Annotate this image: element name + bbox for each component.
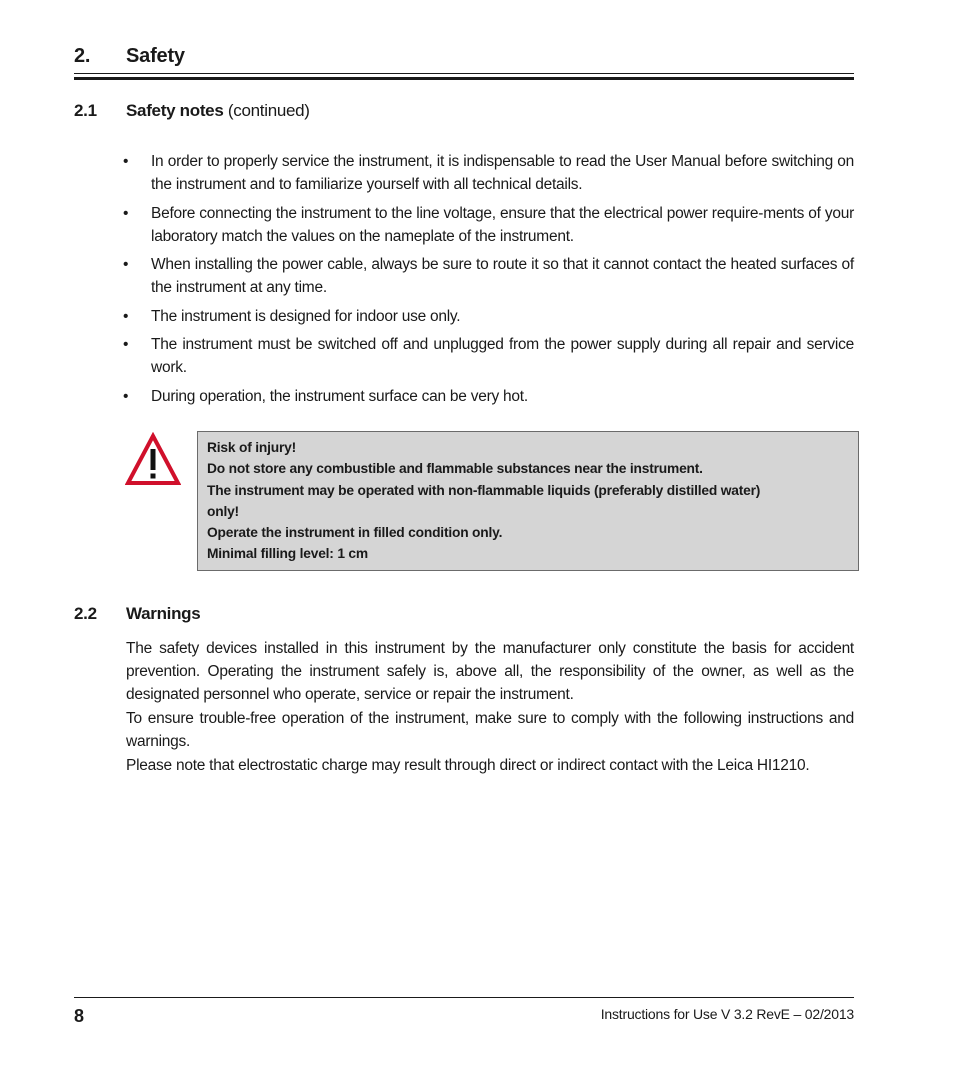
bullet-icon: • bbox=[123, 307, 129, 325]
section-2-1-suffix: (continued) bbox=[223, 101, 310, 120]
list-item bbox=[120, 305, 854, 328]
section-2-2-title: Warnings bbox=[126, 604, 201, 623]
warning-line: The instrument may be operated with non-flammable liquids (preferably distilled water) bbox=[207, 482, 761, 498]
bullet-icon: • bbox=[123, 387, 129, 405]
list-item bbox=[120, 150, 854, 196]
bullet-icon: • bbox=[123, 256, 129, 273]
warning-line: only! bbox=[207, 503, 239, 519]
header-rule-thick bbox=[74, 77, 854, 80]
warnings-paragraph: The safety devices installed in this instrument by the manufacturer only constitute the basis for accident prevention. Operating the instrument safely is, above all, the responsibility of the owner, as well as the designated personnel who operate, service or repair the instrument. bbox=[126, 640, 854, 703]
section-2-1-number: 2.1 bbox=[74, 101, 97, 120]
bullet-icon: • bbox=[123, 204, 129, 222]
bullet-icon: • bbox=[123, 153, 129, 170]
bullet-icon: • bbox=[123, 336, 129, 353]
warnings-paragraph: Please note that electrostatic charge may result through direct or indirect contact with the Leica HI1210. bbox=[126, 757, 810, 774]
list-item bbox=[120, 202, 854, 248]
warning-line: Minimal filling level: 1 cm bbox=[207, 546, 368, 562]
header-rule-thin bbox=[74, 73, 854, 74]
section-2-1-title: Safety notes bbox=[126, 101, 224, 120]
list-item bbox=[120, 385, 854, 408]
footer-rule bbox=[74, 997, 854, 998]
list-item-text: The instrument is designed for indoor use only. bbox=[151, 307, 461, 325]
list-item bbox=[120, 333, 854, 379]
warning-line: Operate the instrument in filled condition only. bbox=[207, 525, 503, 541]
list-item-text: When installing the power cable, always be sure to route it so that it cannot contact the heated surfaces of the instrument at any time. bbox=[151, 256, 854, 296]
list-item-text: In order to properly service the instrument, it is indispensable to read the User Manual before switching on the instrument and to familiarize yourself with all technical details. bbox=[151, 153, 854, 193]
list-item-text: During operation, the instrument surface can be very hot. bbox=[151, 387, 528, 405]
chapter-title: Safety bbox=[126, 45, 185, 67]
list-item-text: Before connecting the instrument to the line voltage, ensure that the electrical power require-ments of your laboratory match the values on the nameplate of the instrument. bbox=[151, 204, 854, 245]
section-2-1-heading bbox=[126, 101, 310, 121]
warning-line: Risk of injury! bbox=[207, 440, 296, 455]
chapter-number: 2. bbox=[74, 45, 91, 67]
page-number: 8 bbox=[74, 1006, 85, 1026]
warning-triangle-icon bbox=[125, 432, 181, 486]
list-item bbox=[120, 253, 854, 299]
section-2-2-heading bbox=[126, 604, 200, 624]
list-item-text: The instrument must be switched off and unplugged from the power supply during all repair and service work. bbox=[151, 336, 854, 376]
warning-line: Do not store any combustible and flammable substances near the instrument. bbox=[207, 461, 703, 477]
warning-box bbox=[197, 431, 859, 571]
warnings-paragraph: To ensure trouble-free operation of the instrument, make sure to comply with the following instructions and warnings. bbox=[126, 710, 854, 750]
section-2-2-number: 2.2 bbox=[74, 604, 97, 623]
document-reference: Instructions for Use V 3.2 RevE – 02/2013 bbox=[600, 1006, 854, 1022]
safety-notes-list bbox=[120, 150, 854, 413]
